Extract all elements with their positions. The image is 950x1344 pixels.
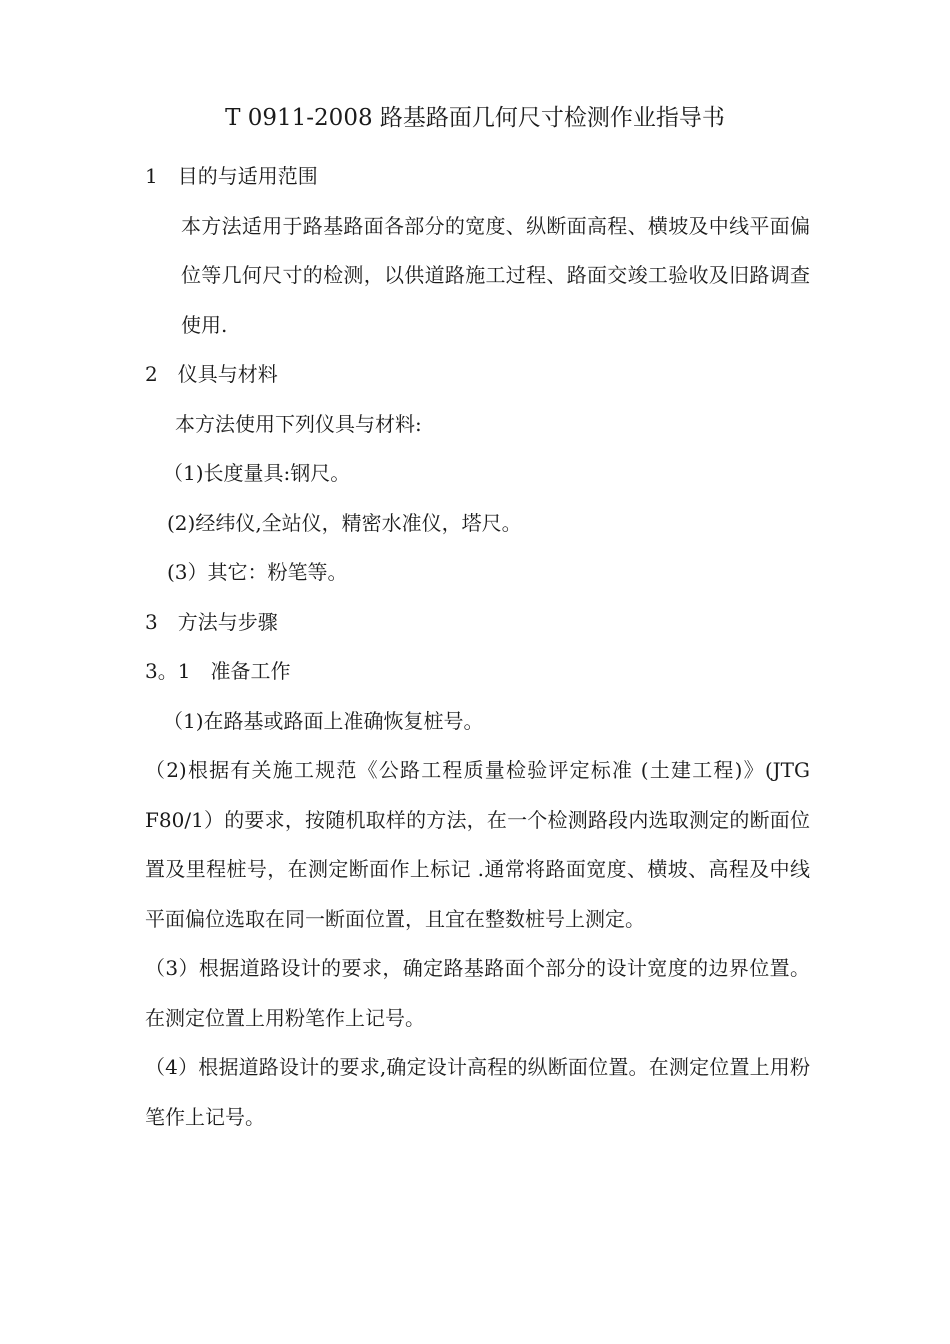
document-body: [145, 152, 810, 1142]
document-title: T 0911-2008 路基路面几何尺寸检测作业指导书: [225, 105, 725, 131]
section-heading: 1 目的与适用范围: [145, 164, 318, 188]
section-heading: 3 方法与步骤: [145, 609, 278, 634]
list-item: (2)经纬仪,全站仪，精密水准仪，塔尺。: [167, 510, 522, 535]
list-item: (3）其它：粉笔等。: [167, 560, 348, 584]
list-item: （1)在路基或路面上准确恢复桩号。: [163, 708, 484, 733]
subsection-heading: 3。1 准备工作: [145, 659, 291, 683]
list-item: （3）根据道路设计的要求，确定路基路面个部分的设计宽度的边界位置。在测定位置上用粉笔作上记号。: [145, 956, 810, 1030]
list-item: （1)长度量具:钢尺。: [163, 461, 351, 485]
section-heading: 2 仪具与材料: [145, 362, 278, 386]
list-item: （4）根据道路设计的要求,确定设计高程的纵断面位置。在测定位置上用粉笔作上记号。: [145, 1055, 810, 1129]
list-item: （2)根据有关施工规范《公路工程质量检验评定标准 (土建工程)》(JTG F80/1）的要求，按随机取样的方法，在一个检测路段内选取测定的断面位置及里程桩号，在测定断面作上标记 .通常将路面宽度、横坡、高程及中线平面偏位选取在同一断面位置，且宜在整数桩号上测定。: [145, 758, 810, 931]
paragraph: 本方法适用于路基路面各部分的宽度、纵断面高程、横坡及中线平面偏位等几何尺寸的检测，以供道路施工过程、路面交竣工验收及旧路调查使用.: [181, 213, 810, 337]
paragraph: 本方法使用下列仪具与材料:: [175, 411, 422, 436]
